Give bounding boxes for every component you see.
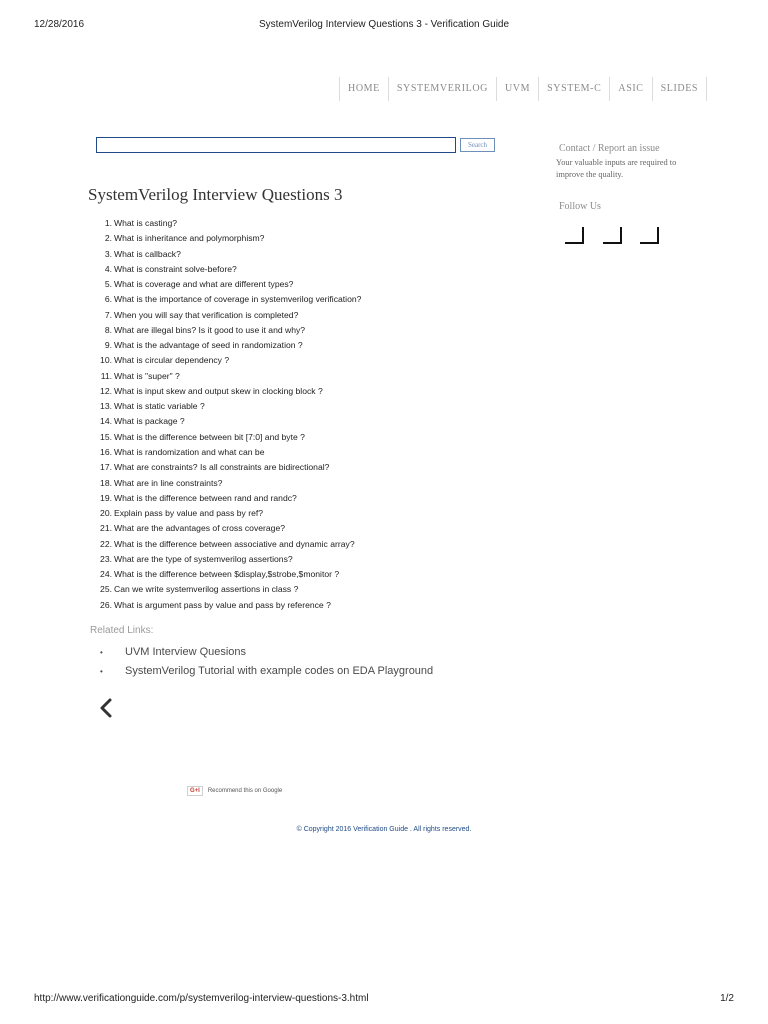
question-text: What is randomization and what can be <box>114 446 265 457</box>
question-number: 19. <box>100 492 112 503</box>
question-item <box>88 247 528 262</box>
question-item <box>88 277 528 292</box>
question-text: Can we write systemverilog assertions in class ? <box>114 584 299 595</box>
question-item <box>88 460 528 475</box>
question-number: 23. <box>100 553 112 564</box>
question-number: 21. <box>100 523 112 534</box>
question-item <box>88 308 528 323</box>
question-text: What is inheritance and polymorphism? <box>114 233 265 244</box>
question-item <box>88 384 528 399</box>
question-text: What are constraints? Is all constraints are bidirectional? <box>114 462 330 473</box>
google-plus-icon: G+l <box>187 786 203 796</box>
question-text: What are the advantages of cross coverage? <box>114 523 286 534</box>
nav-home[interactable]: HOME <box>339 77 388 101</box>
related-link-item <box>100 662 433 681</box>
question-text: What is static variable ? <box>114 401 205 412</box>
question-number: 2. <box>104 233 112 244</box>
question-number: 11. <box>100 370 112 381</box>
question-text: What is callback? <box>114 248 181 259</box>
contact-heading[interactable]: Contact / Report an issue <box>559 143 660 154</box>
question-item <box>88 567 528 582</box>
related-links-heading: Related Links: <box>90 625 154 636</box>
nav-system-c[interactable]: SYSTEM-C <box>538 77 609 101</box>
question-number: 13. <box>100 401 112 412</box>
bullet-icon: • <box>100 667 103 676</box>
question-number: 5. <box>104 279 112 290</box>
contact-description: Your valuable inputs are required to improve the quality. <box>556 158 677 179</box>
print-header <box>34 19 734 33</box>
question-text: What is argument pass by value and pass by reference ? <box>114 599 331 610</box>
question-number: 25. <box>100 584 112 595</box>
related-link-item <box>100 643 433 662</box>
question-item <box>88 369 528 384</box>
print-footer <box>34 993 734 1007</box>
copyright-text: © Copyright 2016 Verification Guide . All rights reserved. <box>296 826 472 833</box>
question-text: What are the type of systemverilog assertions? <box>114 553 293 564</box>
question-text: What is the difference between rand and randc? <box>114 492 297 503</box>
top-navigation <box>339 77 707 101</box>
question-number: 4. <box>104 263 112 274</box>
question-text: What is constraint solve-before? <box>114 263 237 274</box>
question-item <box>88 231 528 246</box>
question-text: What is casting? <box>114 218 178 228</box>
question-number: 26. <box>100 599 112 610</box>
question-text: What is the difference between associative and dynamic array? <box>114 538 355 549</box>
question-number: 1. <box>104 218 112 228</box>
question-number: 18. <box>100 477 112 488</box>
related-link-uvm-interview[interactable]: UVM Interview Quesions <box>125 646 247 658</box>
question-item <box>88 445 528 460</box>
question-list <box>88 216 528 613</box>
question-text: What is "super" ? <box>114 370 180 381</box>
question-item <box>88 399 528 414</box>
question-number: 14. <box>100 416 112 427</box>
question-item <box>88 430 528 445</box>
question-item <box>88 262 528 277</box>
question-number: 24. <box>100 569 112 580</box>
question-item <box>88 537 528 552</box>
social-icon-1[interactable] <box>564 226 584 244</box>
print-url: http://www.verificationguide.com/p/systemverilog-interview-questions-3.html <box>34 993 369 1004</box>
nav-uvm[interactable]: UVM <box>496 77 538 101</box>
nav-slides[interactable]: SLIDES <box>652 77 708 101</box>
question-text: What is circular dependency ? <box>114 355 230 366</box>
nav-systemverilog[interactable]: SYSTEMVERILOG <box>388 77 496 101</box>
print-date: 12/28/2016 <box>34 19 85 30</box>
social-icon-3[interactable] <box>639 226 659 244</box>
question-item <box>88 521 528 536</box>
print-page-title: SystemVerilog Interview Questions 3 - Verification Guide <box>258 19 510 30</box>
google-plus-recommend[interactable] <box>187 786 282 796</box>
question-text: What is the difference between $display,$strobe,$monitor ? <box>114 569 340 580</box>
question-number: 3. <box>104 248 112 259</box>
question-number: 10. <box>100 355 112 366</box>
question-item <box>88 353 528 368</box>
question-text: What is the difference between bit [7:0] and byte ? <box>114 431 305 442</box>
follow-us-heading: Follow Us <box>559 201 601 212</box>
question-text: What are illegal bins? Is it good to use it and why? <box>114 324 306 335</box>
nav-asic[interactable]: ASIC <box>609 77 651 101</box>
question-item <box>88 491 528 506</box>
question-item <box>88 506 528 521</box>
question-text: When you will say that verification is completed? <box>114 309 299 320</box>
question-item <box>88 323 528 338</box>
bullet-icon: • <box>100 648 103 657</box>
question-number: 9. <box>104 340 112 351</box>
chevron-left-icon[interactable] <box>96 697 116 719</box>
question-item <box>88 216 528 231</box>
question-item <box>88 598 528 613</box>
social-icon-2[interactable] <box>602 226 622 244</box>
question-text: What is coverage and what are different types? <box>114 279 294 290</box>
question-text: What is the advantage of seed in randomization ? <box>114 340 303 351</box>
question-number: 22. <box>100 538 112 549</box>
question-item <box>88 552 528 567</box>
question-item <box>88 338 528 353</box>
search-button[interactable]: Search <box>460 138 495 152</box>
question-item <box>88 292 528 307</box>
question-number: 6. <box>104 294 112 305</box>
question-text: What is the importance of coverage in systemverilog verification? <box>114 294 362 305</box>
search-input[interactable] <box>96 137 456 153</box>
related-link-sv-tutorial[interactable]: SystemVerilog Tutorial with example codes on EDA Playground <box>125 665 434 677</box>
google-recommend-text: Recommend this on Google <box>207 788 283 794</box>
post-title: SystemVerilog Interview Questions 3 <box>88 185 343 204</box>
question-number: 15. <box>100 431 112 442</box>
related-links-list <box>100 643 433 681</box>
question-number: 12. <box>100 385 112 396</box>
question-number: 20. <box>100 508 112 519</box>
question-text: What is package ? <box>114 416 185 427</box>
question-item <box>88 582 528 597</box>
question-number: 7. <box>104 309 112 320</box>
question-item <box>88 414 528 429</box>
question-number: 8. <box>104 324 112 335</box>
question-text: What is input skew and output skew in clocking block ? <box>114 385 323 396</box>
question-text: What are in line constraints? <box>114 477 223 488</box>
question-text: Explain pass by value and pass by ref? <box>114 508 264 519</box>
question-item <box>88 476 528 491</box>
question-number: 16. <box>100 446 112 457</box>
print-page-number: 1/2 <box>720 993 734 1004</box>
question-number: 17. <box>100 462 112 473</box>
